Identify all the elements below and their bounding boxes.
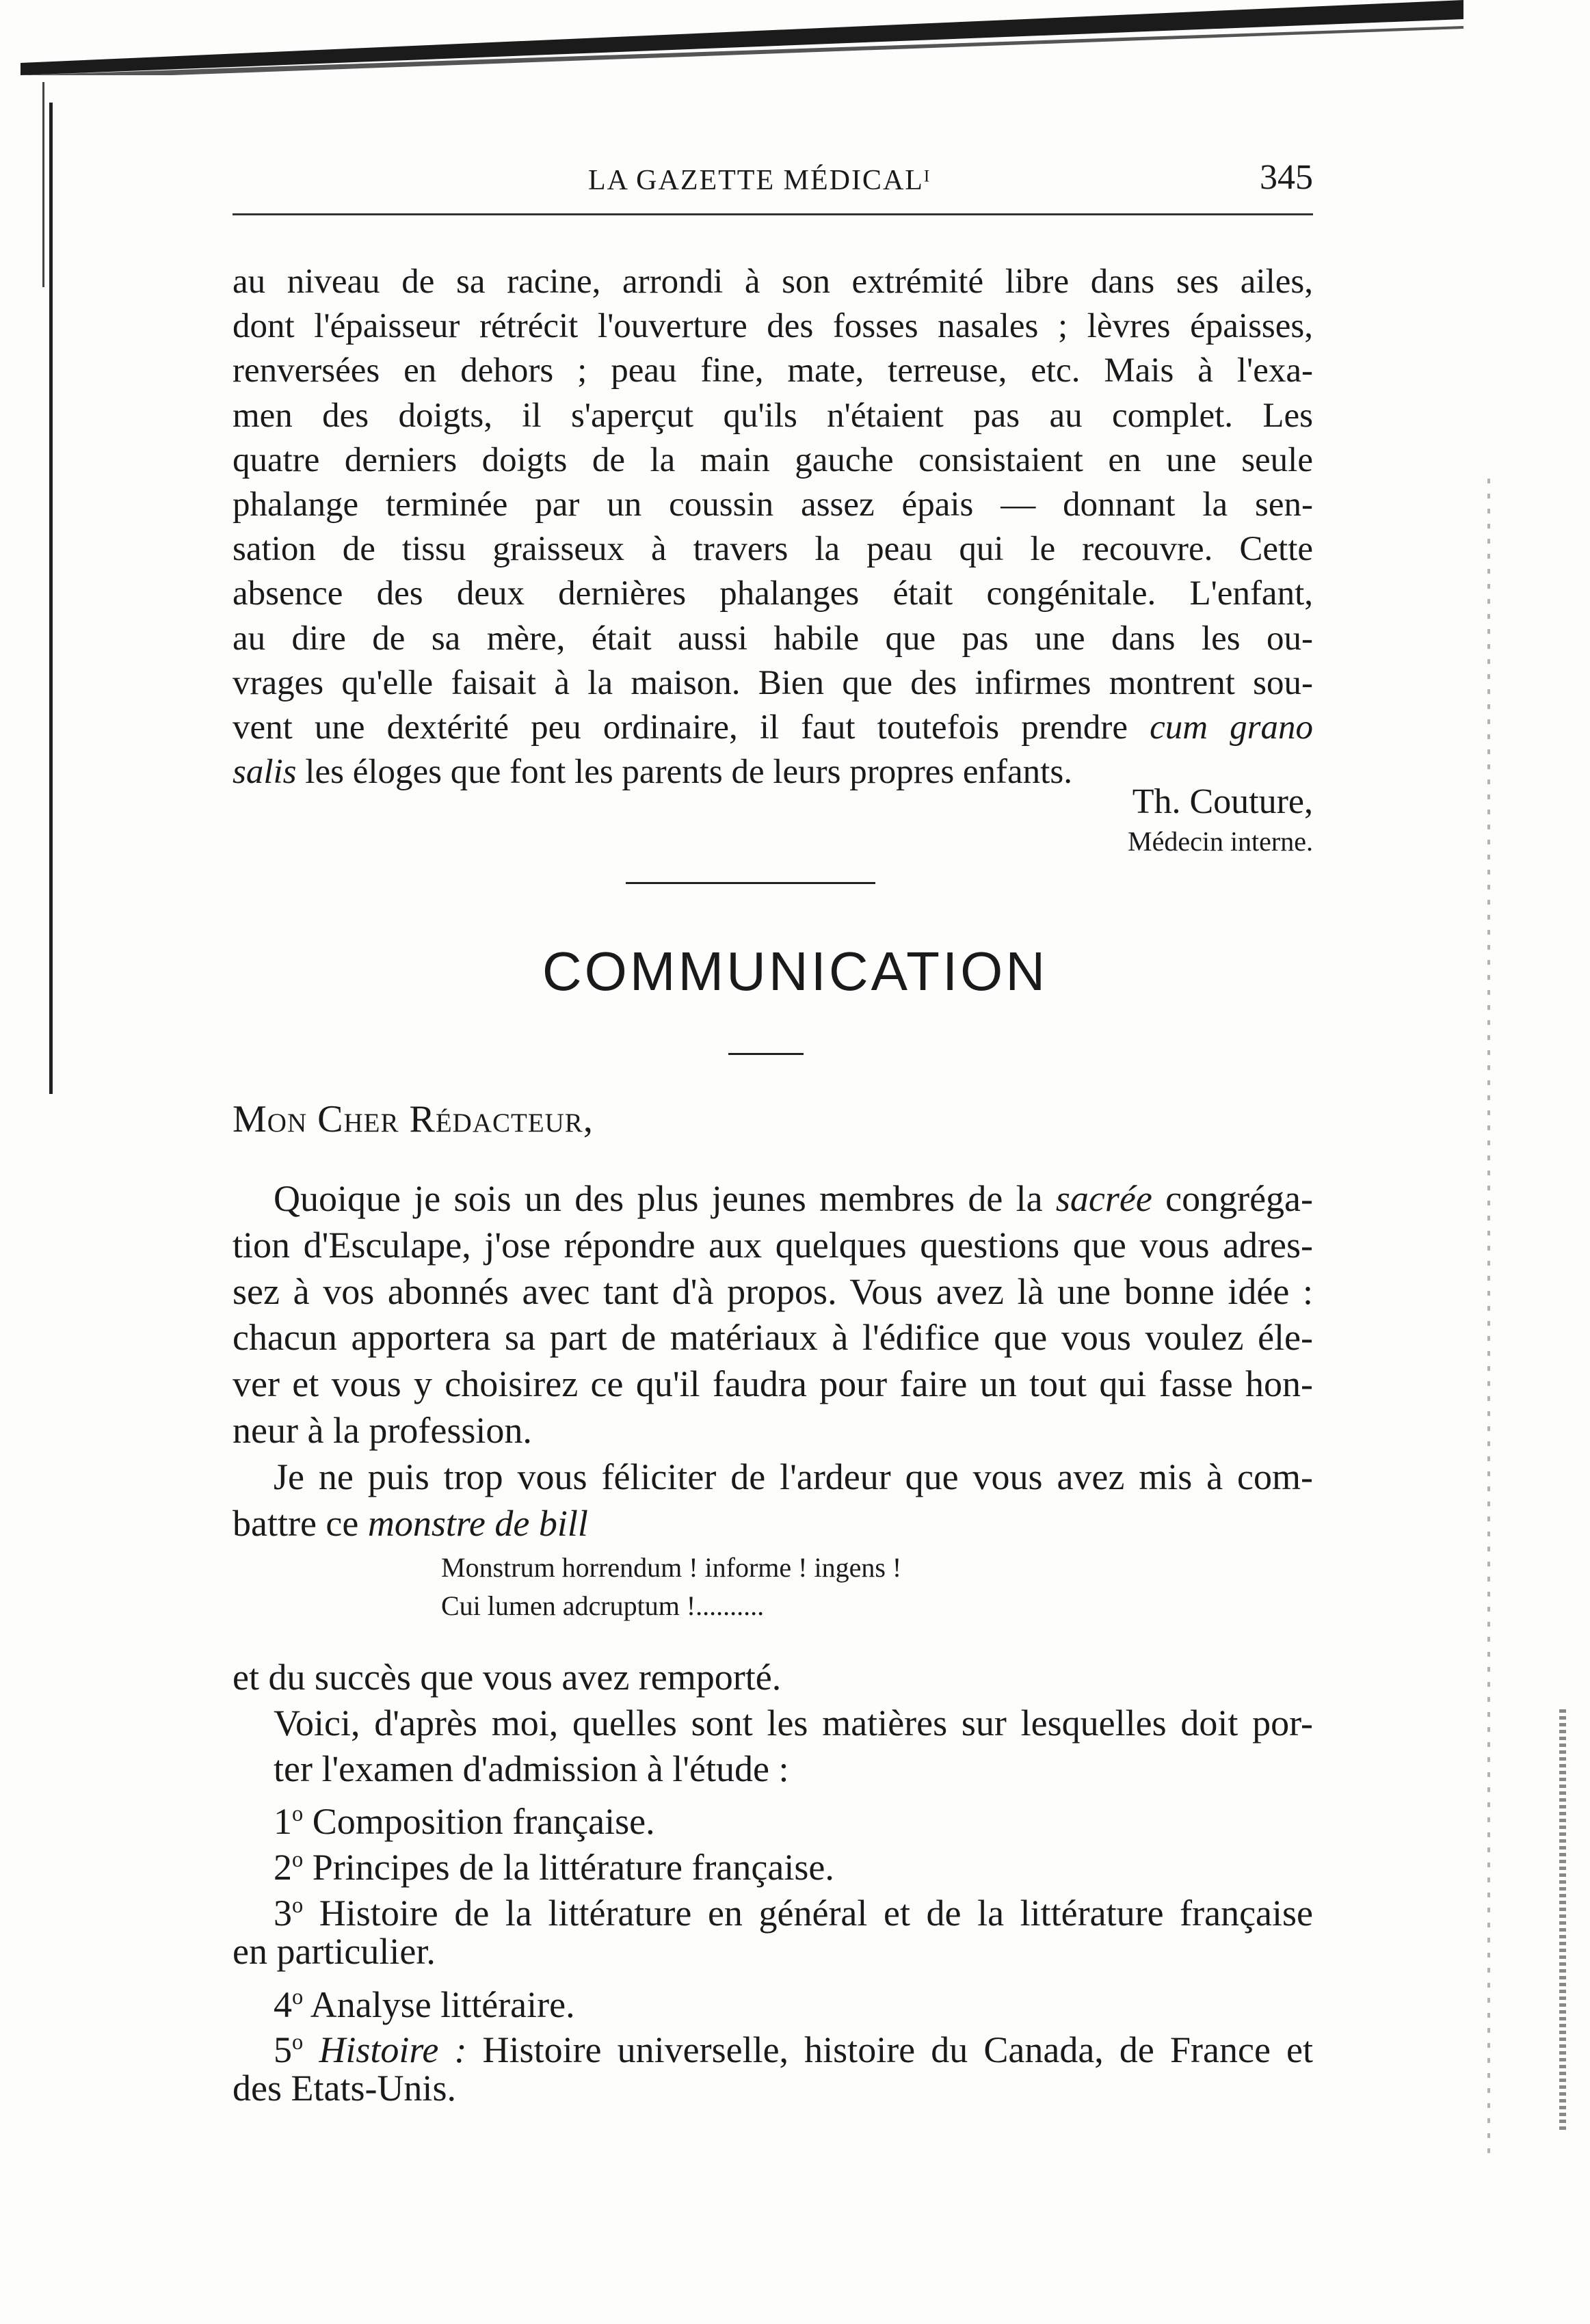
text-line: quatre derniers doigts de la main gauche consistaient en une seule (233, 440, 1313, 479)
section-separator (626, 882, 875, 884)
signature-name: Th. Couture, (1132, 782, 1313, 821)
text-line: dont l'épaisseur rétrécit l'ouverture des fosses nasales ; lèvres épaisses, (233, 307, 1313, 346)
scan-border-top (21, 0, 1463, 75)
quote-line: Monstrum horrendum ! informe ! ingens ! (441, 1552, 902, 1583)
list-text: Principes de la littérature française. (312, 1847, 834, 1888)
text-line: Je ne puis trop vous féliciter de l'ardeur que vous avez mis à com- (274, 1456, 1313, 1497)
list-text: Composition française. (312, 1801, 655, 1843)
text-line: sez à vos abonnés avec tant d'à propos. Vous avez là une bonne idée : (233, 1270, 1313, 1312)
text-line: ver et vous y choisirez ce qu'il faudra pour faire un tout qui fasse hon- (233, 1363, 1313, 1405)
ordinal-mark: o (292, 1802, 304, 1827)
text-run: les éloges que font les parents de leurs propres enfants. (296, 753, 1072, 792)
ordinal-mark: o (292, 2030, 304, 2055)
italic-text: salis (233, 753, 297, 792)
page-number: 345 (1260, 158, 1313, 197)
section-title: COMMUNICATION (542, 941, 1048, 1002)
ordinal-mark: o (292, 1847, 304, 1873)
text-run: Quoique je sois un des plus jeunes membres de la (274, 1178, 1056, 1219)
list-number: 5 (274, 2029, 292, 2071)
text-line: absence des deux dernières phalanges était congénitale. L'enfant, (233, 574, 1313, 613)
text-line: vrages qu'elle faisait à la maison. Bien que des infirmes montrent sou- (233, 663, 1313, 702)
text-run (303, 1801, 313, 1842)
text-line (233, 1501, 1313, 1547)
text-line: au niveau de sa racine, arrondi à son extrémité libre dans ses ailes, (233, 263, 1313, 301)
text-run (303, 1847, 313, 1888)
signature-role: Médecin interne. (1128, 826, 1313, 857)
scan-noise-right (1487, 479, 1490, 2154)
list-item-continuation: en particulier. (233, 1930, 436, 1972)
italic-text: sacrée (1055, 1178, 1152, 1219)
list-number: 2 (274, 1847, 292, 1888)
text-run: battre ce (233, 1502, 368, 1544)
list-number: 1 (274, 1801, 292, 1843)
ordinal-mark: o (292, 1984, 304, 2009)
article-paragraph (233, 260, 1313, 794)
text-line: renversées en dehors ; peau fine, mate, terreuse, etc. Mais à l'exa- (233, 351, 1313, 390)
text-line: chacun apportera sa part de matériaux à l'édifice que vous voulez éle- (233, 1317, 1313, 1359)
italic-text: cum grano (1150, 708, 1313, 747)
list-item (233, 1791, 1313, 1843)
quote-line: Cui lumen adcruptum !.......... (441, 1590, 765, 1621)
title-rule (728, 1053, 804, 1055)
text-line: et du succès que vous avez remporté. (233, 1657, 782, 1698)
list-number: 3 (274, 1892, 292, 1934)
text-line: men des doigts, il s'aperçut qu'ils n'étaient pas au complet. Les (233, 396, 1313, 435)
running-title: LA GAZETTE MÉDICALᴵ (588, 165, 931, 196)
text-line (233, 706, 1313, 750)
list-item (233, 2020, 1314, 2071)
ordinal-mark: o (292, 1893, 304, 1918)
page-header (233, 154, 1313, 215)
latin-quote (441, 1549, 901, 1625)
header-rule (233, 213, 1313, 215)
list-text: Histoire universelle, histoire du Canada, de France et (466, 2029, 1314, 2071)
list-item-continuation: des Etats-Unis. (233, 2068, 456, 2109)
list-item (233, 1837, 1313, 1888)
list-number: 4 (274, 1984, 292, 2025)
text-run: vent une dextérité peu ordinaire, il faut toutefois prendre (233, 708, 1150, 747)
text-line: sation de tissu graisseux à travers la peau qui le recouvre. Cette (233, 530, 1313, 569)
text-run (303, 1893, 319, 1934)
signature (1128, 779, 1313, 859)
italic-text: Histoire : (319, 2029, 467, 2071)
text-line: tion d'Esculape, j'ose répondre aux quelques questions que vous adres- (233, 1224, 1313, 1266)
text-line: phalange terminée par un coussin assez épais — donnant la sen- (233, 485, 1313, 524)
text-run (303, 1984, 310, 2025)
letter-body (233, 1176, 1313, 1547)
letter-body-continued (233, 1655, 1313, 2111)
salutation: Mon Cher Rédacteur, (233, 1098, 594, 1140)
italic-text: monstre de bill (367, 1502, 588, 1544)
list-text: Histoire de la littérature en général et de la littérature française (319, 1892, 1313, 1934)
list-item (233, 1975, 1313, 2025)
text-line: Voici, d'après moi, quelles sont les matières sur lesquelles doit por- (274, 1702, 1313, 1744)
list-item (233, 1883, 1313, 1934)
text-line: neur à la profession. (233, 1409, 532, 1451)
scan-border-left-inner (42, 82, 44, 287)
list-text: Analyse littéraire. (310, 1984, 575, 2025)
text-line: ter l'examen d'admission à l'étude : (274, 1748, 789, 1789)
text-line (233, 1176, 1313, 1223)
text-run (303, 2029, 319, 2070)
text-run: congréga- (1152, 1178, 1313, 1219)
scan-noise-right-edge (1559, 1709, 1566, 2133)
text-line: au dire de sa mère, était aussi habile que pas une dans les ou- (233, 619, 1313, 658)
